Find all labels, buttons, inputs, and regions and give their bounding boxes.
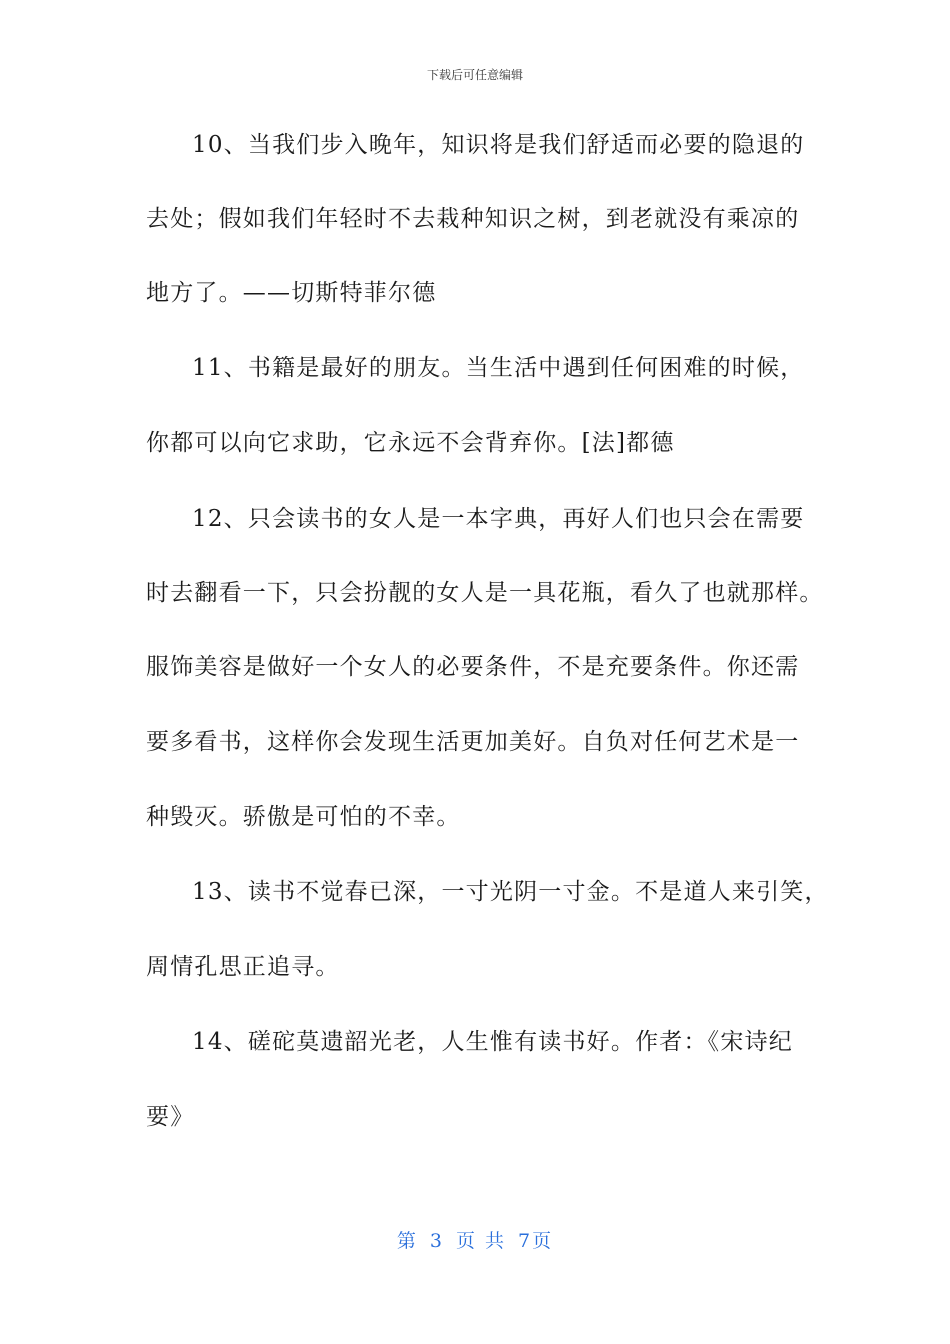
paragraph-14-line-2: 要》 — [146, 1104, 195, 1130]
footer-prefix: 第 — [396, 1230, 418, 1252]
paragraph-13-line-1: 13、读书不觉春已深，一寸光阴一寸金。不是道人来引笑， — [192, 879, 829, 905]
page-footer — [0, 1226, 950, 1253]
footer-page-number: 3 — [429, 1230, 444, 1252]
paragraph-12-line-2: 时去翻看一下，只会扮靓的女人是一具花瓶，看久了也就那样。 — [146, 580, 824, 606]
footer-total: 7页 — [518, 1230, 554, 1252]
page-header: 下载后可任意编辑 — [426, 68, 523, 82]
footer-middle: 页 共 — [455, 1230, 507, 1252]
paragraph-12-line-1: 12、只会读书的女人是一本字典，再好人们也只会在需要 — [192, 506, 805, 532]
paragraph-11-line-1: 11、书籍是最好的朋友。当生活中遇到任何困难的时候， — [192, 355, 805, 381]
paragraph-12-line-4: 要多看书，这样你会发现生活更加美好。自负对任何艺术是一 — [146, 729, 800, 755]
paragraph-12-line-5: 种毁灭。骄傲是可怕的不幸。 — [146, 804, 461, 830]
paragraph-13-line-2: 周情孔思正追寻。 — [146, 954, 340, 980]
paragraph-14-line-1: 14、磋砣莫遗韶光老，人生惟有读书好。作者：《宋诗纪 — [192, 1029, 793, 1055]
paragraph-10-line-2: 去处；假如我们年轻时不去栽种知识之树，到老就没有乘凉的 — [146, 206, 800, 232]
paragraph-12-line-3: 服饰美容是做好一个女人的必要条件，不是充要条件。你还需 — [146, 654, 800, 680]
paragraph-10-line-1: 10、当我们步入晚年，知识将是我们舒适而必要的隐退的 — [192, 132, 805, 158]
paragraph-11-line-2: 你都可以向它求助，它永远不会背弃你。[法]都德 — [146, 430, 675, 456]
paragraph-10-line-3: 地方了。——切斯特菲尔德 — [146, 280, 437, 306]
